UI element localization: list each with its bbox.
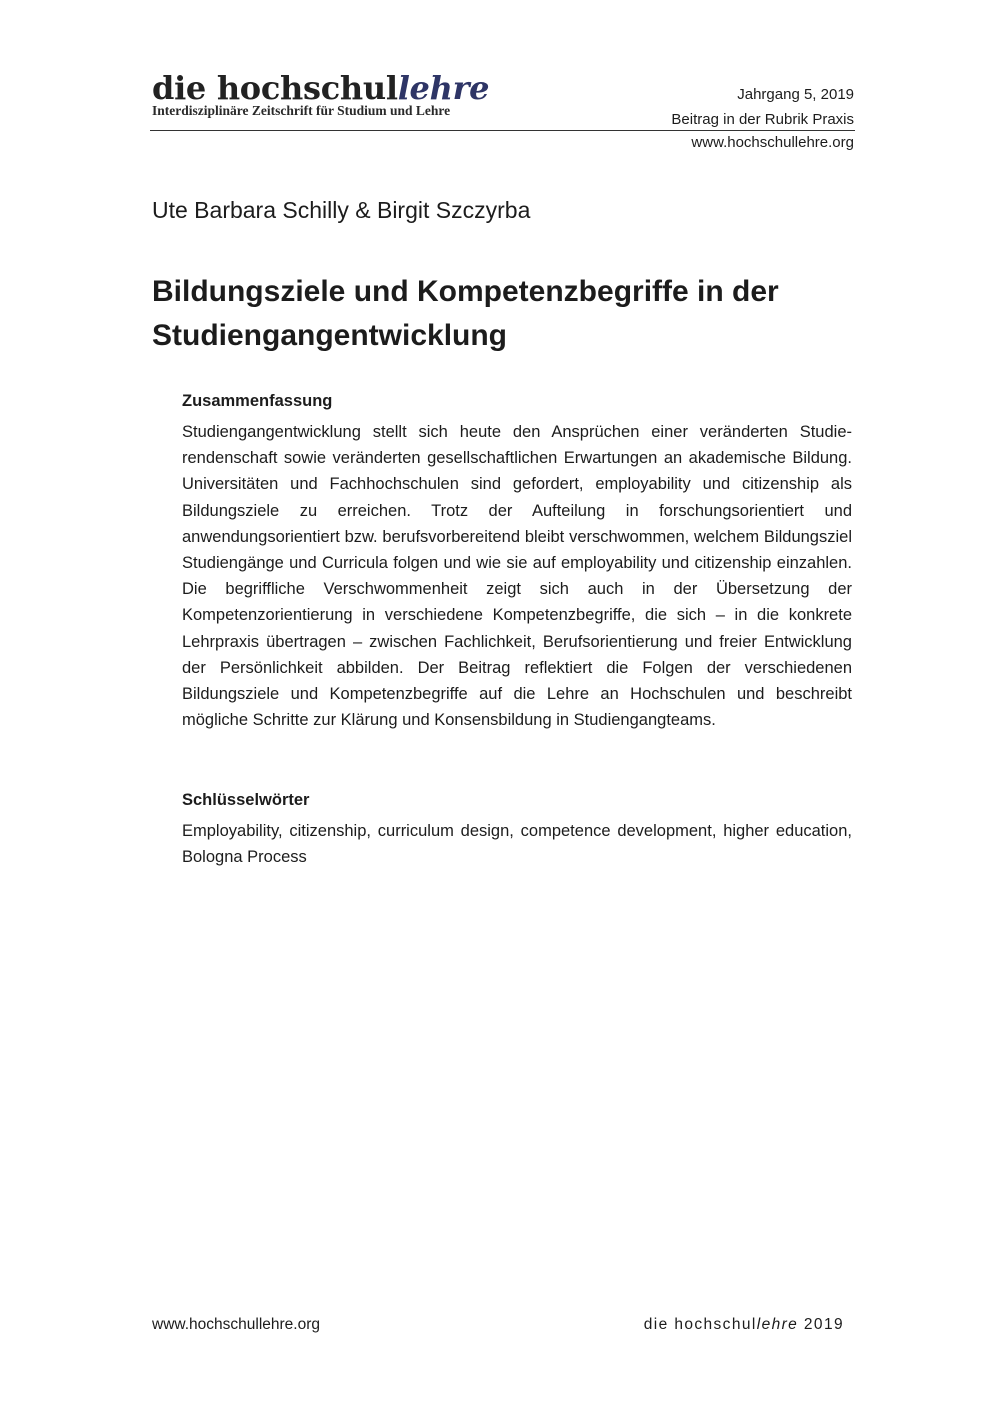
footer-url-link[interactable]: www.hochschullehre.org — [152, 1316, 321, 1333]
journal-subtitle: Interdisziplinäre Zeitschrift für Studium und Lehre — [152, 103, 451, 118]
journal-logo — [152, 68, 489, 108]
abstract-heading: Zusammenfassung — [182, 392, 333, 410]
authors: Ute Barbara Schilly & Birgit Szczyrba — [152, 197, 531, 223]
abstract-section — [182, 388, 852, 733]
journal-logo-main: die hochschul — [152, 69, 398, 107]
footer-journal — [644, 1312, 844, 1338]
volume-info: Jahrgang 5, 2019 — [737, 86, 854, 103]
header-meta — [671, 82, 854, 132]
footer-journal-accent: lehre — [756, 1316, 799, 1333]
footer-journal-year: 2019 — [798, 1316, 844, 1333]
keywords-heading: Schlüsselwörter — [182, 791, 310, 809]
article-title: Bildungsziele und Kompetenzbegriffe in der Studiengangentwicklung — [152, 275, 779, 352]
keywords-section — [182, 787, 852, 870]
header-url-link[interactable]: www.hochschullehre.org — [691, 134, 854, 151]
abstract-text: Studiengangentwicklung stellt sich heute den Ansprüchen einer veränderten Studierendenschaft sowie veränderten gesellschaftlichen Erwartungen an akademische Bildung. Universitäten und Fachhochschulen sind gefordert, employability und citizenship als Bildungsziele zu erreichen. Trotz der Aufteilung in forschungsorientiert und anwendungsorientiert bzw. berufsvorbereitend bleibt verschwommen, welchem Bildungsziel Studiengänge und Curricula folgen und wie sie auf employability und citizenship einzahlen. Die begriffliche Verschwommenheit zeigt sich auch in der Übersetzung der Kompetenzorientierung in verschiedene Kompetenzbegriffe, die sich – in die konkrete Lehrpraxis übertragen – zwischen Fachlichkeit, Berufsorientierung und freier Entwicklung der Persönlichkeit abbilden. Der Beitrag reflektiert die Folgen der verschiedenen Bildungsziele und Kompetenzbegriffe auf die Lehre an Hochschulen und beschreibt mögliche Schritte zur Klärung und Konsensbildung in Studiengangteams. — [182, 423, 852, 730]
rubric-info: Beitrag in der Rubrik Praxis — [671, 111, 854, 128]
journal-logo-accent: lehre — [397, 69, 490, 107]
footer-journal-main: die hochschul — [643, 1316, 757, 1333]
keywords-text: Employability, citizenship, curriculum design, competence development, higher education, Bologna Process — [182, 822, 852, 867]
